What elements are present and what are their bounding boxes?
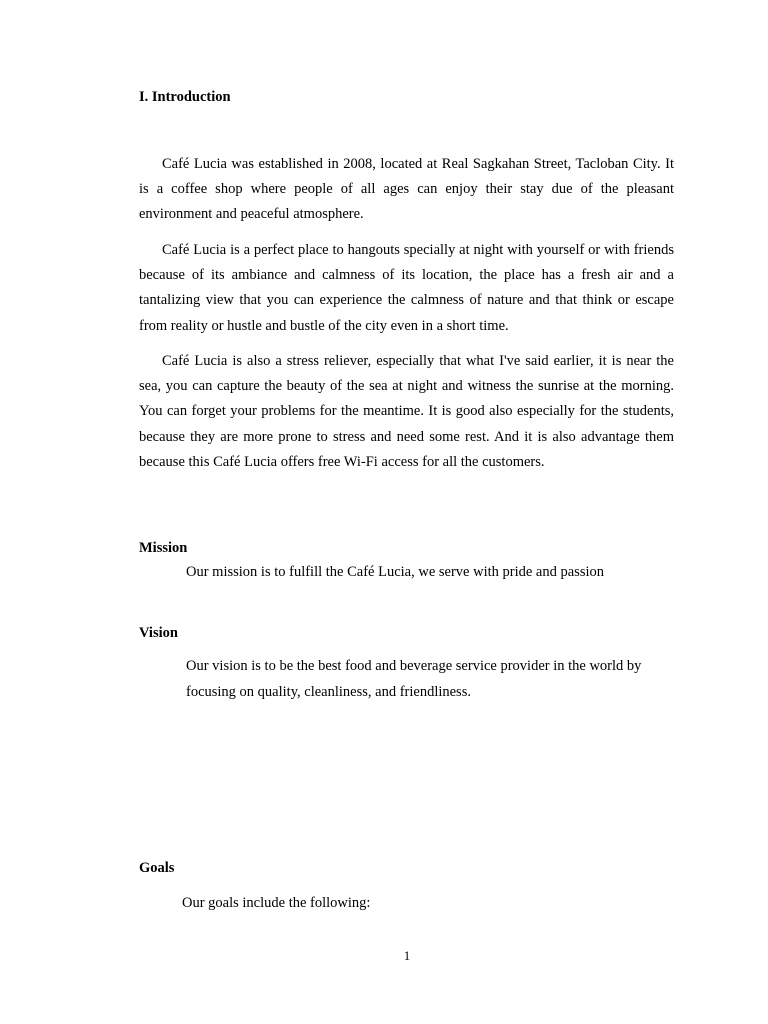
mission-heading: Mission [139,540,188,556]
goals-intro-text: Our goals include the following: [182,895,371,911]
mission-text: Our mission is to fulfill the Café Lucia, we serve with pride and passion [186,564,604,580]
introduction-paragraph-3: Café Lucia is also a stress reliever, especially that what I've said earlier, it is near the sea, you can capture the beauty of the sea at night and witness the sunrise at the morning. You can forget your problems for the meantime. It is good also especially for the students, because they are more prone to stress and need some rest. And it is also advantage them because this Café Lucia offers free Wi-Fi access for all the customers. [139,353,674,470]
introduction-paragraph-2: Café Lucia is a perfect place to hangouts specially at night with yourself or with friends because of its ambiance and calmness of its location, the place has a fresh air and a tantalizing view that you can experience the calmness of nature and that think or escape from reality or hustle and bustle of the city even in a short time. [139,242,674,334]
goals-heading: Goals [139,860,175,876]
vision-heading: Vision [139,625,178,641]
vision-text: Our vision is to be the best food and beverage service provider in the world by focusing on quality, cleanliness, and friendliness. [186,658,642,700]
page-number: 1 [403,949,411,963]
introduction-heading: I. Introduction [139,89,231,105]
introduction-paragraph-1: Café Lucia was established in 2008, located at Real Sagkahan Street, Tacloban City. It is a coffee shop where people of all ages can enjoy their stay due of the pleasant environment and peaceful atmosphere. [139,156,674,223]
